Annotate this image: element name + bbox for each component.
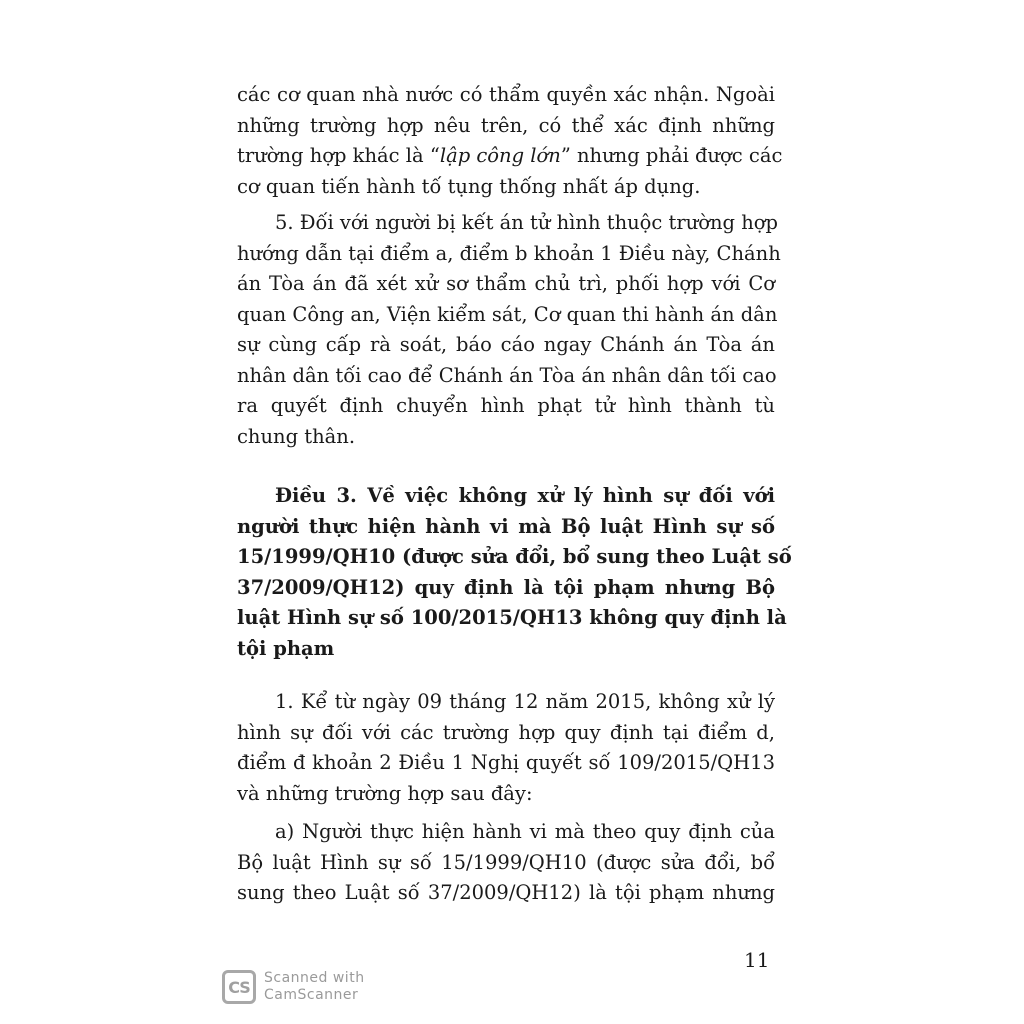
text-line: sung theo Luật số 37/2009/QH12) là tội phạm nhưng xyxy=(237,881,775,904)
text-line: điểm đ khoản 2 Điều 1 Nghị quyết số 109/2015/QH13 xyxy=(237,751,775,774)
camscanner-watermark xyxy=(222,970,365,1004)
camscanner-logo-icon: CS xyxy=(222,970,256,1004)
text-line: hình sự đối với các trường hợp quy định tại điểm d, xyxy=(237,720,775,744)
text-line: án Tòa án đã xét xử sơ thẩm chủ trì, phối hợp với Cơ xyxy=(237,272,775,295)
camscanner-text xyxy=(264,970,365,1004)
camscanner-label: CamScanner xyxy=(264,987,359,1003)
page-number: 11 xyxy=(744,948,770,972)
scanned-with-label: Scanned with xyxy=(264,970,365,986)
text-line: nhân dân tối cao để Chánh án Tòa án nhân dân tối cao xyxy=(237,363,777,387)
text-line: những trường hợp nêu trên, có thể xác định những xyxy=(237,113,775,137)
text-line: quan Công an, Viện kiểm sát, Cơ quan thi hành án dân xyxy=(237,302,778,326)
paragraph-lap-cong-lon xyxy=(237,80,783,202)
text-line: sự cùng cấp rà soát, báo cáo ngay Chánh án Tòa án xyxy=(237,333,775,356)
text-line: luật Hình sự số 100/2015/QH13 không quy định là xyxy=(237,606,787,629)
text-line: 15/1999/QH10 (được sửa đổi, bổ sung theo Luật số xyxy=(237,545,792,568)
text-segment: trường hợp khác là “ xyxy=(237,144,440,167)
paragraph-item-5 xyxy=(237,208,781,452)
text-line: chung thân. xyxy=(237,424,356,448)
text-line: tội phạm xyxy=(237,636,335,660)
text-line: và những trường hợp sau đây: xyxy=(237,781,533,805)
text-line: người thực hiện hành vi mà Bộ luật Hình sự số xyxy=(237,514,775,538)
text-line: Điều 3. Về việc không xử lý hình sự đối với xyxy=(275,484,775,507)
paragraph-item-1 xyxy=(237,687,775,809)
text-line: Bộ luật Hình sự số 15/1999/QH10 (được sửa đổi, bổ xyxy=(237,850,775,874)
text-line: 37/2009/QH12) quy định là tội phạm nhưng Bộ xyxy=(237,575,775,599)
article-3-heading xyxy=(237,481,792,664)
text-line: các cơ quan nhà nước có thẩm quyền xác nhận. Ngoài xyxy=(237,83,775,106)
text-line xyxy=(237,141,783,172)
text-segment: ” nhưng phải được các xyxy=(560,144,783,167)
paragraph-item-a xyxy=(237,817,775,909)
text-line: 5. Đối với người bị kết án tử hình thuộc trường hợp xyxy=(275,211,779,234)
text-line: cơ quan tiến hành tố tụng thống nhất áp dụng. xyxy=(237,174,701,198)
italic-term: lập công lớn xyxy=(439,144,561,167)
text-line: hướng dẫn tại điểm a, điểm b khoản 1 Điều này, Chánh xyxy=(237,241,781,265)
text-line: a) Người thực hiện hành vi mà theo quy định của xyxy=(275,820,775,843)
text-line: ra quyết định chuyển hình phạt tử hình thành tù xyxy=(237,394,775,417)
text-line: 1. Kể từ ngày 09 tháng 12 năm 2015, không xử lý xyxy=(275,690,775,713)
